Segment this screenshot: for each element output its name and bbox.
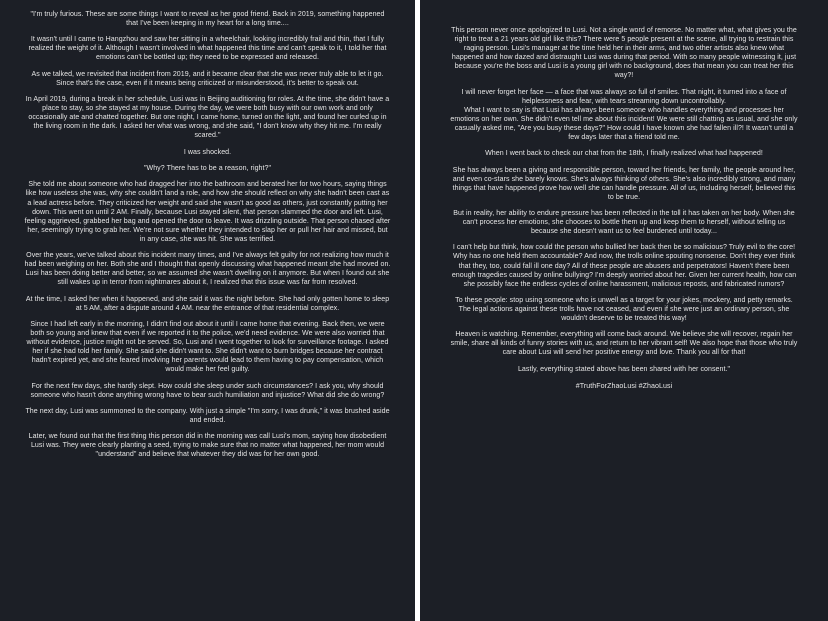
paragraph: As we talked, we revisited that incident from 2019, and it became clear that she was never truly able to let it go. Since that's the case, even if it means being criticized or misunderstood, it's better to speak out. (31, 70, 384, 87)
paragraph: At the time, I asked her when it happened, and she said it was the night before. She had only gotten home to sleep at 5 AM, after a dispute around 4 AM. near the entrance of that residential complex. (25, 295, 390, 312)
paragraph: I will never forget her face — a face that was always so full of smiles. That night, it turned into a face of helplessness and fear, with tears streaming down uncontrollably. What I want to say is that Lusi has always been someone who handles everything and processes her emotions on her own. She didn't even tell me about this incident! We were still chatting as usual, and she only casually asked me, "Are you busy these days?" How could I have known she had fallen ill?! It wasn't until a few days later that a friend told me. (450, 88, 798, 141)
paragraph: "I'm truly furious. These are some things I want to reveal as her good friend. Back in 2019, something happened that I've been keeping in my heart for a long time.... (30, 11, 385, 28)
paragraph: It wasn't until I came to Hangzhou and saw her sitting in a wheelchair, looking incredibly frail and thin, that I fully realized the weight of it. Although I wasn't involved in what happened this time and can't speak to it, I told her that emotions can't be bottled up; they need to be expressed and released. (28, 36, 387, 62)
paragraph: She has always been a giving and responsible person, toward her friends, her family, the people around her, and even co-stars she barely knows. She's always thinking of others. She's also incredibly strong, and many things that have happened prove how well she can handle pressure. All of us, including herself, believed this to be true. (452, 166, 796, 201)
paragraph: I can't help but think, how could the person who bullied her back then be so malicious? Truly evil to the core! Why has no one held them accountable? And now, the trolls online spouting nonsense. Don't they ever think that they, too, could fall ill one day? All of these people are abusers and perpetrators! Haven't there been enough tragedies caused by online bullying? I'm deeply worried about her. Given her current health, how can she possibly face the endless cycles of online harassment, malicious reposts, and fabricated rumors? (451, 244, 797, 288)
paragraph: I was shocked. (183, 148, 232, 156)
paragraph: "Why? There has to be a reason, right?" (143, 165, 272, 173)
paragraph: She told me about someone who had dragged her into the bathroom and berated her for two hours, saying things like how useless she was, why she couldn't land a role, and how she should reflect on why she hadn't been cast as a lead actress before. They criticized her weight and said she wasn't as good as others, just constantly putting her down. This went on until 2 AM. Finally, because Lusi stayed silent, that person slammed the door and left. Lusi, feeling aggrieved, grabbed her bag and opened the door to leave. It was drizzling outside. That person chased after her, seemingly trying to grab her. We're not sure whether they intended to slap her or pull her hair and missed, but in any case, she was hit. She was terrified. (24, 181, 391, 243)
paragraph: When I went back to check our chat from the 18th, I finally realized what had happened! (485, 150, 763, 158)
right-text-panel (420, 0, 828, 621)
paragraph: The next day, Lusi was summoned to the company. With just a simple "I'm sorry, I was drunk," it was brushed aside and ended. (25, 407, 390, 424)
paragraph: This person never once apologized to Lusi. Not a single word of remorse. No matter what, what gives you the right to treat a 21 years old girl like this? There were 5 people present at the scene, all trying to restrain this raging person. Lusi's manager at the time held her in their arms, and two other artists also knew what happened and how dazed and distraught Lusi was during that period. With so many people witnessing it, just because you're the boss and Lusi is a young girl with no background, does that mean you can treat her this way?! (451, 27, 797, 80)
paragraph: Later, we found out that the first thing this person did in the morning was call Lusi's mom, saying how disobedient Lusi was. They were clearly planting a seed, trying to make sure that no matter what happened, her mom would "understand" and believe that whatever they did was for her own good. (28, 433, 387, 459)
paragraph: In April 2019, during a break in her schedule, Lusi was in Beijing auditioning for roles. At the time, she didn't have a place to stay, so she stayed at my house. During the day, we were both busy with our own work and only occasionally ate and chatted together. But one night, I came home, turned on the light, and found her curled up in the living room in the dark. I asked her what was wrong, and she said, "I don't know why they hit me. I'm really scared." (25, 96, 390, 140)
paragraph: To these people: stop using someone who is unwell as a target for your jokes, mockery, and petty remarks. The legal actions against these trolls have not ceased, and even if she were just an ordinary person, she wouldn't deserve to be treated this way! (455, 296, 793, 323)
paragraph: Since I had left early in the morning, I didn't find out about it until I came home that evening. Back then, we were both so young and knew that even if we reported it to the police, we'd need evidence. We were also worried that without evidence, justice might not be served. So, Lusi and I went together to look for surveillance footage. I asked her if she had told her family. She said she didn't want to. She didn't want to burn bridges because her contract hadn't expired yet, and she feared involving her parents would lead to them having to pay compensation, which would make her feel guilty. (26, 320, 389, 374)
paragraph: For the next few days, she hardly slept. How could she sleep under such circumstances? I ask you, why should someone who hasn't done anything wrong have to bear such humiliation and injustice? What did she do wrong? (30, 382, 385, 399)
hashtags: #TruthForZhaoLusi #ZhaoLusi (575, 381, 673, 390)
paragraph: Over the years, we've talked about this incident many times, and I've always felt guilty for not realizing how much it had been weighing on her. Both she and I thought that openly discussing what happened meant she had moved on. Lusi has been doing better and better, so we assumed she wasn't dwelling on it anymore. But when I found out she still wakes up in terror from nightmares about it, I realized that this issue was far from resolved. (24, 252, 391, 287)
paragraph: Lastly, everything stated above has been shared with her consent." (517, 365, 731, 373)
paragraph: But in reality, her ability to endure pressure has been reflected in the toll it has taken on her body. When she can't process her emotions, she chooses to bottle them up and keep them to herself, without telling us because she doesn't want us to feel burdened until today... (453, 209, 795, 236)
paragraph: Heaven is watching. Remember, everything will come back around. We believe she will recover, regain her smile, share all kinds of funny stories with us, and return to her vibrant self! We also hope that those who truly care about Lusi will send her positive energy and love. Thank you all for that! (450, 331, 798, 357)
